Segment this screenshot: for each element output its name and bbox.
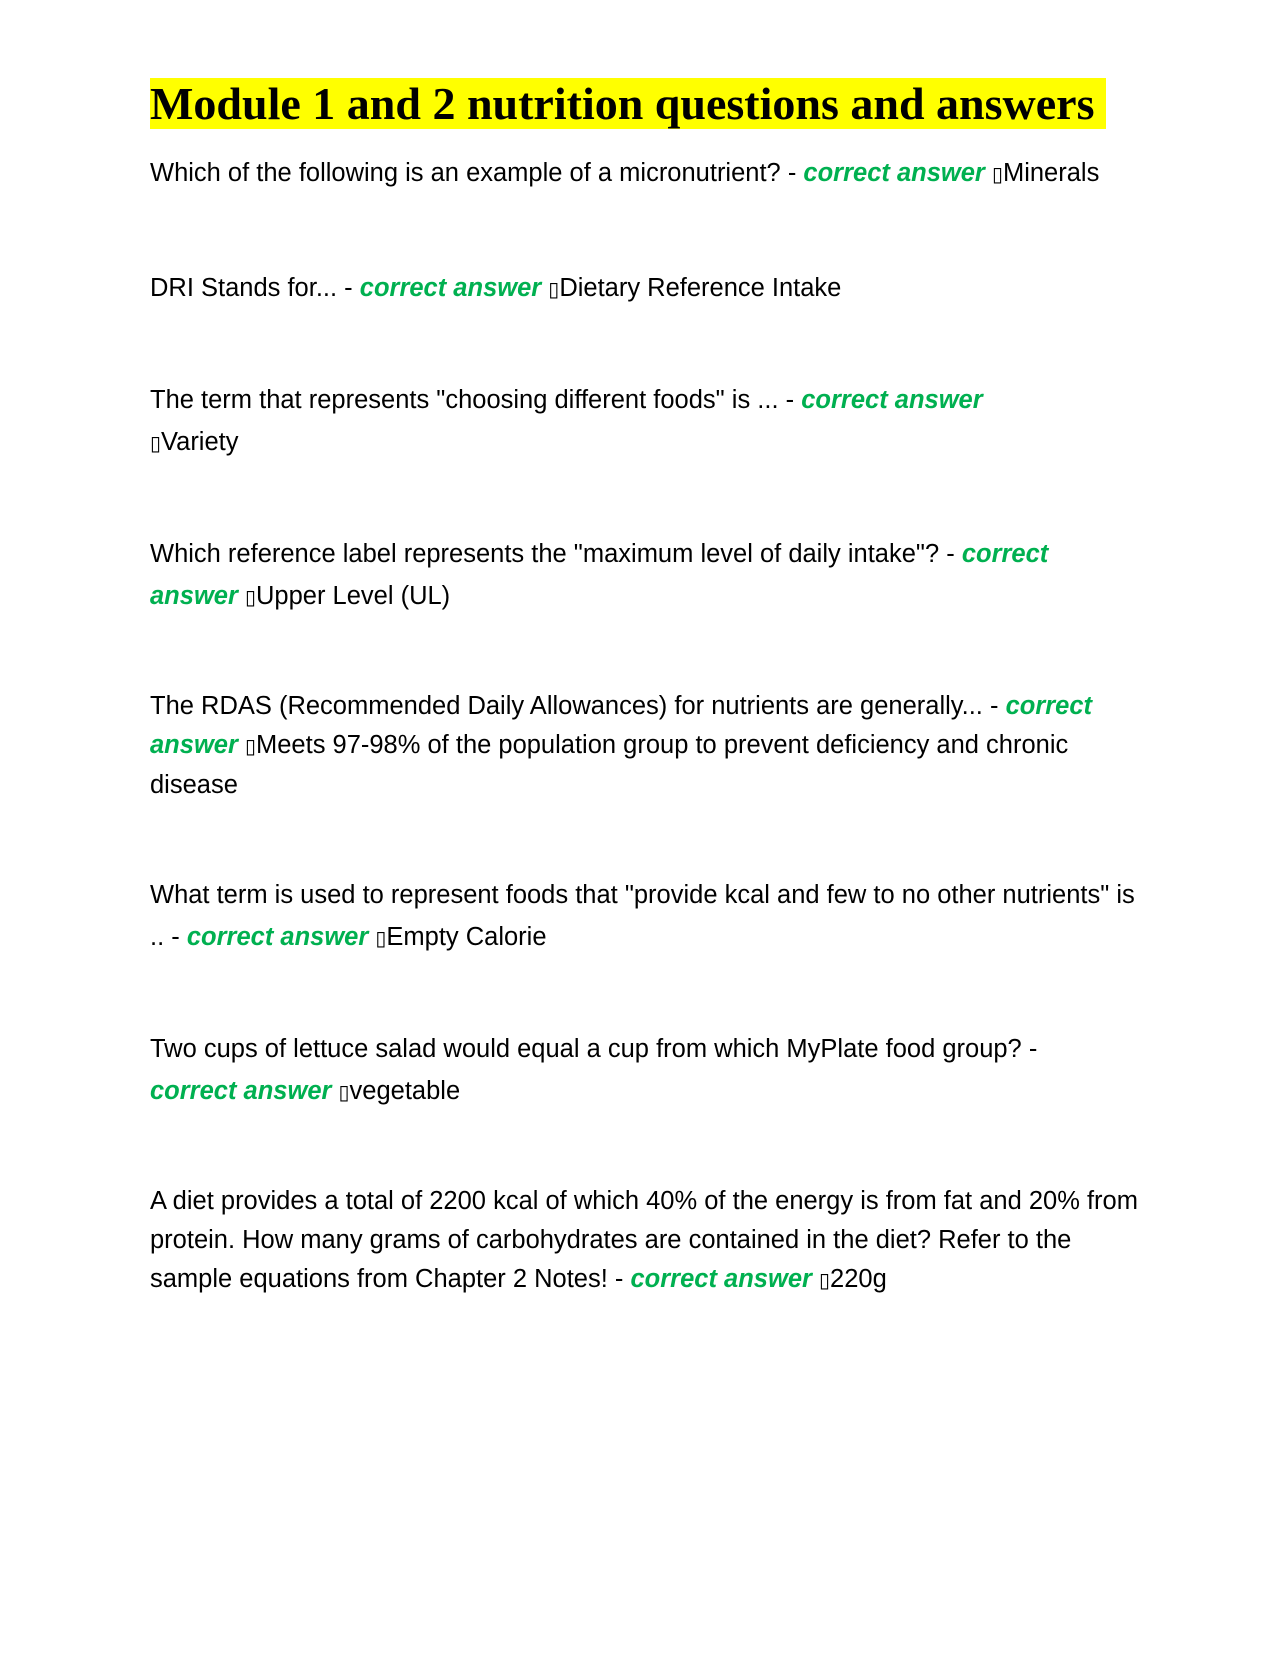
correct-answer-marker: correct answer — [150, 692, 1093, 759]
question-text: Two cups of lettuce salad would equal a cup from which MyPlate food group? — [150, 1035, 1022, 1063]
qa-item-2: DRI Stands for... - correct answer ▯Dietary Reference Intake — [150, 274, 842, 302]
qa-item-1: Which of the following is an example of a micronutrient? - correct answer ▯Minerals — [150, 159, 1100, 187]
answer-box-icon: ▯ — [819, 1268, 831, 1292]
answer-text: vegetable — [349, 1077, 461, 1105]
question-text: DRI Stands for... — [150, 274, 338, 302]
document-title — [150, 75, 1140, 132]
question-text: Which of the following is an example of a micronutrient? — [150, 159, 781, 187]
qa-item-8: A diet provides a total of 2200 kcal of which 40% of the energy is from fat and 20% from protein. How many grams of carbohydrates are contained in the diet? Refer to the sample equations from Chapter 2 Notes! - correct answer ▯220g — [150, 1187, 1138, 1293]
document-body — [150, 75, 1140, 1300]
answer-box-icon: ▯ — [244, 585, 256, 609]
question-text: Which reference label represents the "maximum level of daily intake"? — [150, 540, 940, 568]
correct-answer-marker: correct answer — [359, 274, 542, 302]
qa-item-5: The RDAS (Recommended Daily Allowances) for nutrients are generally... - correct answer ▯Meets 97-98% of the population group to prevent deficiency and chronic disease — [150, 692, 1093, 799]
answer-box-icon: ▯ — [150, 431, 162, 455]
qa-item-7: Two cups of lettuce salad would equal a cup from which MyPlate food group? - correct answer ▯vegetable — [150, 1035, 1038, 1105]
question-text: The term that represents "choosing different foods" is ... — [150, 386, 779, 414]
answer-box-icon: ▯ — [338, 1080, 350, 1104]
correct-answer-marker: correct answer — [150, 1077, 332, 1105]
answer-text: 220g — [830, 1265, 887, 1293]
answer-text: Dietary Reference Intake — [559, 274, 842, 302]
answer-text: Variety — [161, 428, 239, 456]
correct-answer-marker: correct answer — [630, 1265, 812, 1293]
correct-answer-marker: correct answer — [150, 540, 1049, 610]
qa-item-6: What term is used to represent foods that "provide kcal and few to no other nutrients" is .. - correct answer ▯Empty Calorie — [150, 881, 1135, 951]
answer-box-icon: ▯ — [548, 277, 560, 301]
answer-box-icon: ▯ — [991, 162, 1003, 186]
question-text: The RDAS (Recommended Daily Allowances) for nutrients are generally... — [150, 692, 983, 720]
question-text: What term is used to represent foods that "provide kcal and few to no other nutrients" is .. — [150, 881, 1135, 951]
qa-item-4: Which reference label represents the "maximum level of daily intake"? - correct answer ▯Upper Level (UL) — [150, 540, 1049, 610]
answer-box-icon: ▯ — [375, 926, 387, 950]
correct-answer-marker: correct answer — [803, 159, 985, 187]
qa-item-3: The term that represents "choosing different foods" is ... - correct answer ▯Variety — [150, 386, 983, 456]
question-text: A diet provides a total of 2200 kcal of which 40% of the energy is from fat and 20% from protein. How many grams of carbohydrates are contained in the diet? Refer to the sample equations from Chapter 2 Notes! — [150, 1187, 1138, 1293]
correct-answer-marker: correct answer — [801, 386, 983, 414]
answer-text: Upper Level (UL) — [256, 582, 451, 610]
correct-answer-marker: correct answer — [186, 923, 369, 951]
answer-text: Meets 97-98% of the population group to prevent deficiency and chronic disease — [150, 731, 1069, 799]
title-highlight: Module 1 and 2 nutrition questions and answers — [150, 78, 1106, 129]
answer-box-icon: ▯ — [244, 734, 256, 758]
answer-text: Minerals — [1002, 159, 1100, 187]
answer-text: Empty Calorie — [386, 923, 547, 951]
